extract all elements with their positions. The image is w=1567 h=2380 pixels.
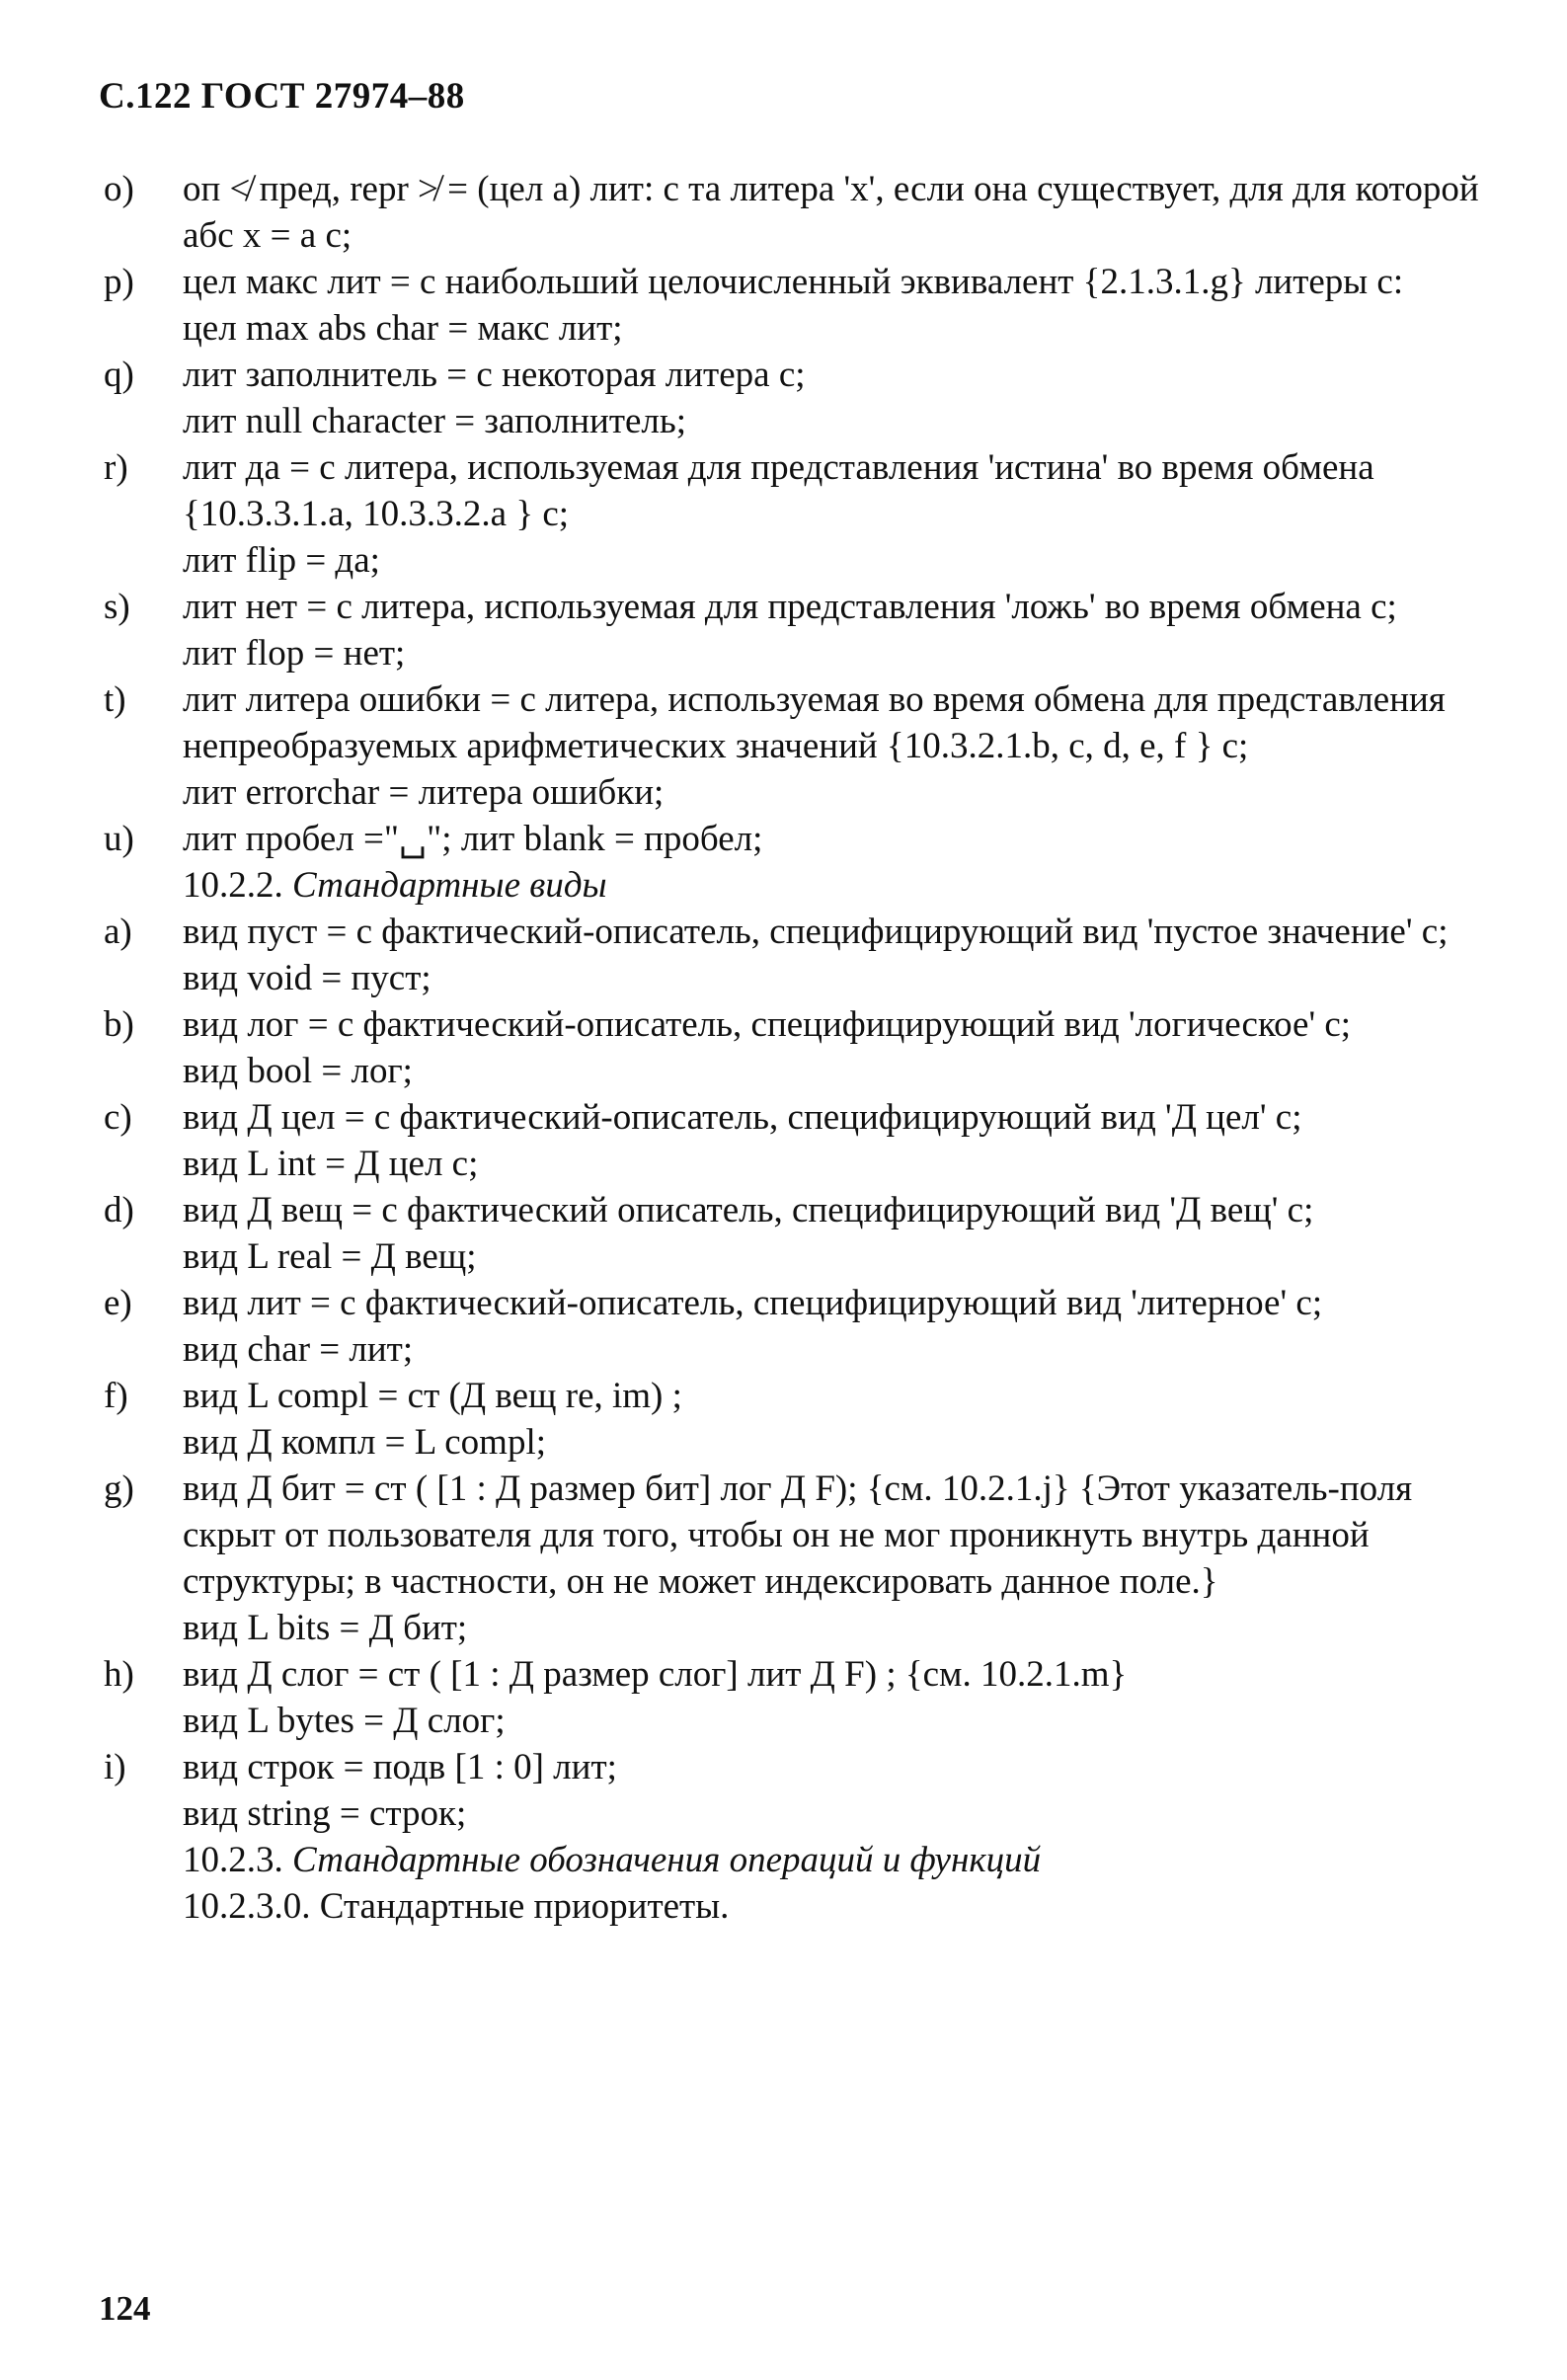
item-text: вид Д вещ = с фактический описатель, специфицирующий вид 'Д вещ' с; [183, 1190, 1314, 1230]
list-item-b [104, 1001, 1496, 1048]
list-item-a [104, 909, 1496, 955]
item-label: q) [104, 355, 134, 395]
list-item-e [104, 1280, 1496, 1326]
section-number: 10.2.2. [183, 865, 283, 906]
item-sub-line: вид L real = Д вещ; [183, 1236, 477, 1277]
item-sub-line: цел max abs char = макс лит; [183, 308, 623, 349]
item-text: лит пробел ="␣"; лит blank = пробел; [183, 819, 763, 859]
item-text: оп ≮ пред, repr ≯ = (цел a) лит: с та литера 'x', если она существует, для для которой абс x = a с; [183, 169, 1479, 256]
list-item-d [104, 1187, 1496, 1233]
item-label: d) [104, 1190, 134, 1230]
item-text: вид Д бит = ст ( [1 : Д размер бит] лог Д F); {см. 10.2.1.j} {Этот указатель-поля скрыт от пользователя для того, чтобы он не мог проникнуть внутрь данной структуры; в частности, он не может индексировать данное поле.} [183, 1468, 1413, 1602]
list-item-c [104, 1094, 1496, 1141]
section-heading-10-2-3-0: 10.2.3.0. Стандартные приоритеты. [183, 1886, 730, 1927]
list-item-u [104, 816, 1496, 862]
item-sub-line: вид bool = лог; [183, 1051, 413, 1091]
item-sub-line: вид L bytes = Д слог; [183, 1701, 506, 1741]
item-label: f) [104, 1376, 128, 1416]
item-sub-line: лит flip = да; [183, 540, 380, 581]
item-label: i) [104, 1747, 126, 1787]
item-text: цел макс лит = с наибольший целочисленный эквивалент {2.1.3.1.g} литеры с: [183, 262, 1404, 302]
section-title: Стандартные виды [292, 865, 607, 906]
item-sub-line: лит flop = нет; [183, 633, 406, 674]
list-item-t [104, 676, 1496, 769]
section-heading-10-2-3 [104, 1837, 1496, 1883]
item-sub-line: лит errorchar = литера ошибки; [183, 772, 665, 813]
item-label: u) [104, 819, 134, 859]
item-sub-line: вид void = пуст; [183, 958, 431, 998]
list-item-q [104, 352, 1496, 398]
page-number: 124 [99, 2289, 151, 2328]
item-sub-line: вид Д компл = L compl; [183, 1422, 547, 1463]
section-number: 10.2.3. [183, 1840, 283, 1880]
section-heading-10-2-2 [104, 862, 1496, 909]
item-label: a) [104, 912, 132, 952]
item-sub-line: вид L int = Д цел с; [183, 1144, 479, 1184]
item-sub-line: лит null character = заполнитель; [183, 401, 687, 441]
list-item-f [104, 1373, 1496, 1419]
list-item-g [104, 1466, 1496, 1605]
item-label: t) [104, 679, 126, 720]
item-label: g) [104, 1468, 134, 1509]
item-text: вид лог = с фактический-описатель, специфицирующий вид 'логическое' с; [183, 1004, 1352, 1045]
item-label: b) [104, 1004, 134, 1045]
list-item-p [104, 259, 1496, 305]
item-text: лит литера ошибки = с литера, используемая во время обмена для представления непреобразуемых арифметических значений {10.3.2.1.b, c, d, e, f } с; [183, 679, 1446, 766]
item-text: вид L compl = ст (Д вещ re, im) ; [183, 1376, 682, 1416]
list-item-s [104, 584, 1496, 630]
item-text: вид лит = с фактический-описатель, специфицирующий вид 'литерное' с; [183, 1283, 1323, 1323]
list-item-i [104, 1744, 1496, 1790]
item-text: лит да = с литера, используемая для представления 'истина' во время обмена {10.3.3.1.a, 10.3.3.2.a } с; [183, 447, 1374, 534]
item-text: вид Д слог = ст ( [1 : Д размер слог] лит Д F) ; {см. 10.2.1.m} [183, 1654, 1128, 1695]
section-title: Стандартные обозначения операций и функций [292, 1840, 1042, 1880]
item-text: лит нет = с литера, используемая для представления 'ложь' во время обмена с; [183, 587, 1397, 627]
item-sub-line: вид char = лит; [183, 1329, 414, 1370]
item-text: вид пуст = с фактический-описатель, специфицирующий вид 'пустое значение' с; [183, 912, 1449, 952]
item-label: c) [104, 1097, 132, 1138]
item-label: p) [104, 262, 134, 302]
page-header: С.122 ГОСТ 27974–88 [99, 76, 465, 117]
item-text: вид строк = подв [1 : 0] лит; [183, 1747, 617, 1787]
item-label: e) [104, 1283, 132, 1323]
item-label: r) [104, 447, 128, 488]
item-label: s) [104, 587, 130, 627]
item-text: лит заполнитель = с некоторая литера с; [183, 355, 806, 395]
list-item-r [104, 444, 1496, 537]
item-label: o) [104, 169, 134, 209]
item-sub-line: вид L bits = Д бит; [183, 1608, 468, 1648]
item-sub-line: вид string = строк; [183, 1793, 467, 1834]
list-item-o [104, 166, 1496, 259]
item-label: h) [104, 1654, 134, 1695]
list-item-h [104, 1651, 1496, 1698]
item-text: вид Д цел = с фактический-описатель, специфицирующий вид 'Д цел' с; [183, 1097, 1302, 1138]
page-body [104, 166, 1496, 1930]
